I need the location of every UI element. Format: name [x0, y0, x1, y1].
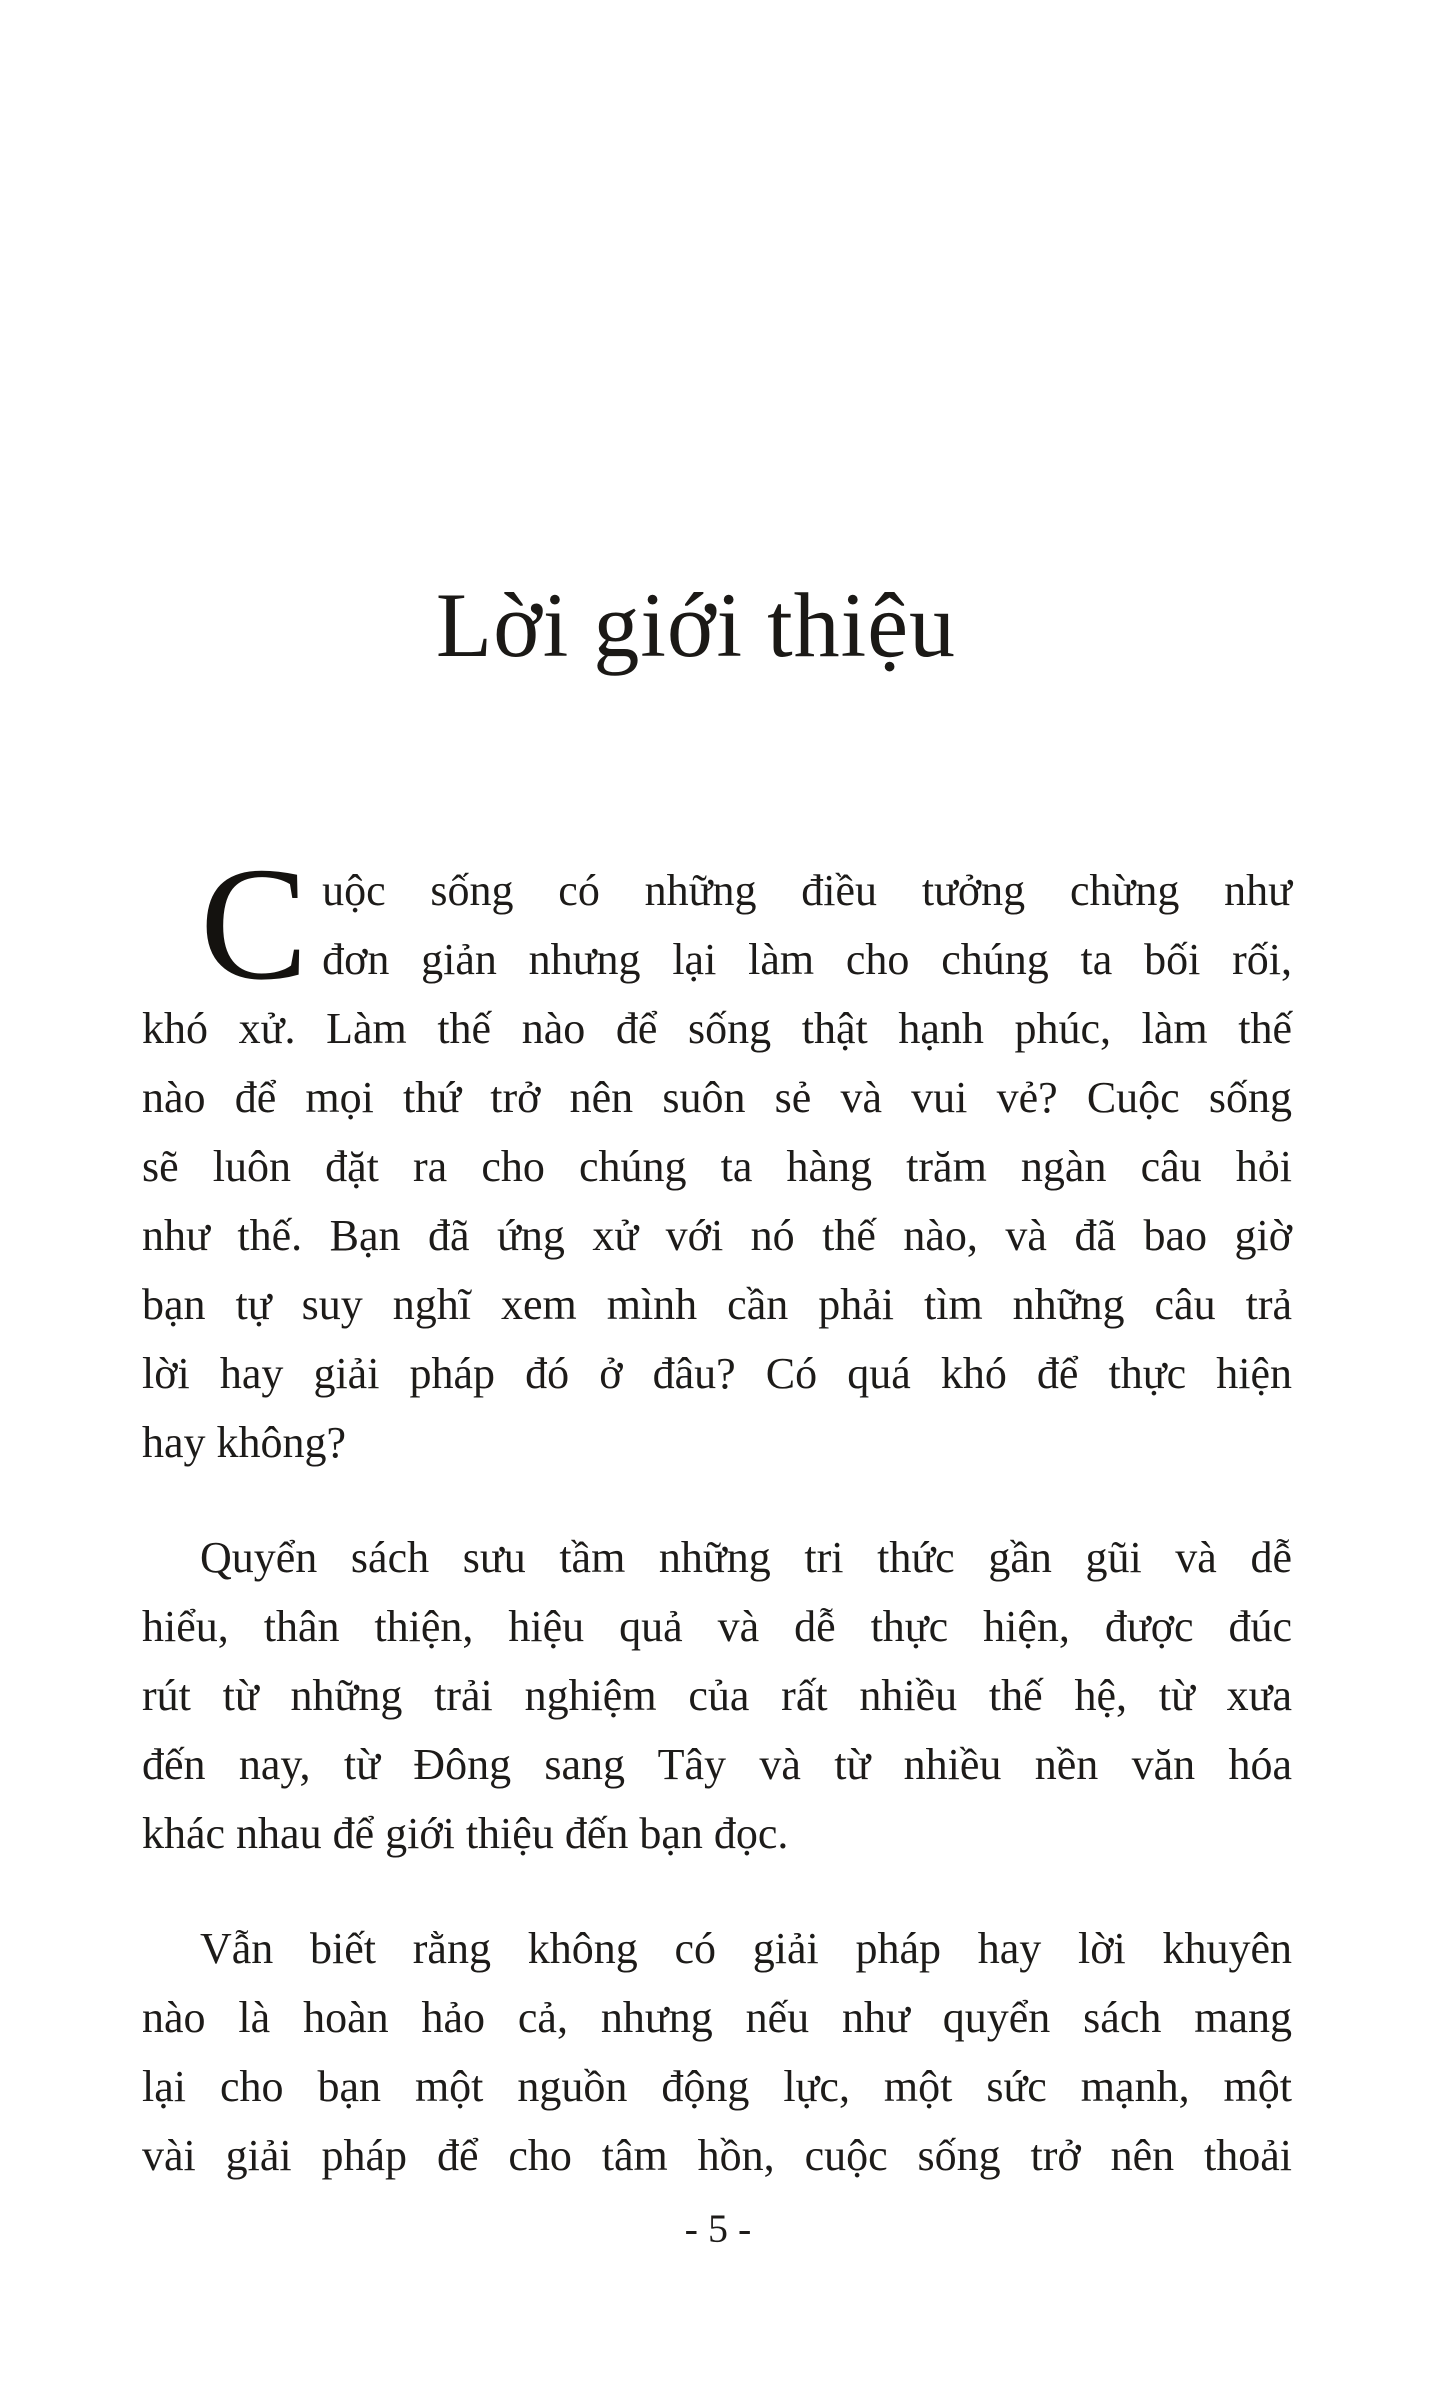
- body-line: Quyển sách sưu tầm những tri thức gần gũi và dễ: [200, 1533, 1292, 1582]
- body-line: lời hay giải pháp đó ở đâu? Có quá khó để thực hiện: [142, 1349, 1292, 1398]
- paragraph-book-summary: [142, 1523, 1292, 1868]
- body-line: sẽ luôn đặt ra cho chúng ta hàng trăm ngàn câu hỏi: [142, 1142, 1292, 1191]
- body-line: uộc sống có những điều tưởng chừng như: [322, 866, 1292, 915]
- body-line: vài giải pháp để cho tâm hồn, cuộc sống trở nên thoải: [142, 2131, 1292, 2180]
- paragraph-closing: [142, 1914, 1292, 2190]
- text-block: [142, 835, 1292, 2190]
- body-line: bạn tự suy nghĩ xem mình cần phải tìm những câu trả: [142, 1280, 1292, 1329]
- body-line: đơn giản nhưng lại làm cho chúng ta bối rối,: [322, 935, 1292, 984]
- body-line: nào để mọi thứ trở nên suôn sẻ và vui vẻ? Cuộc sống: [142, 1073, 1292, 1122]
- body-line: Vẫn biết rằng không có giải pháp hay lời khuyên: [200, 1924, 1292, 1973]
- body-line: đến nay, từ Đông sang Tây và từ nhiều nền văn hóa: [142, 1740, 1292, 1789]
- body-line: lại cho bạn một nguồn động lực, một sức mạnh, một: [142, 2062, 1292, 2111]
- body-line: nào là hoàn hảo cả, nhưng nếu như quyển sách mang: [142, 1993, 1292, 2042]
- body-line: như thế. Bạn đã ứng xử với nó thế nào, và đã bao giờ: [142, 1211, 1292, 1260]
- chapter-title: Lời giới thiệu: [435, 574, 957, 676]
- body-line: hay không?: [142, 1418, 347, 1467]
- body-line: hiểu, thân thiện, hiệu quả và dễ thực hiện, được đúc: [142, 1602, 1292, 1651]
- drop-cap: C: [200, 835, 309, 1014]
- body-line: khác nhau để giới thiệu đến bạn đọc.: [142, 1809, 789, 1858]
- body-line: rút từ những trải nghiệm của rất nhiều thế hệ, từ xưa: [142, 1671, 1292, 1720]
- page-number: - 5 -: [684, 2206, 752, 2251]
- body-line: khó xử. Làm thế nào để sống thật hạnh phúc, làm thế: [142, 1004, 1292, 1053]
- paragraph-intro: [142, 835, 1292, 1477]
